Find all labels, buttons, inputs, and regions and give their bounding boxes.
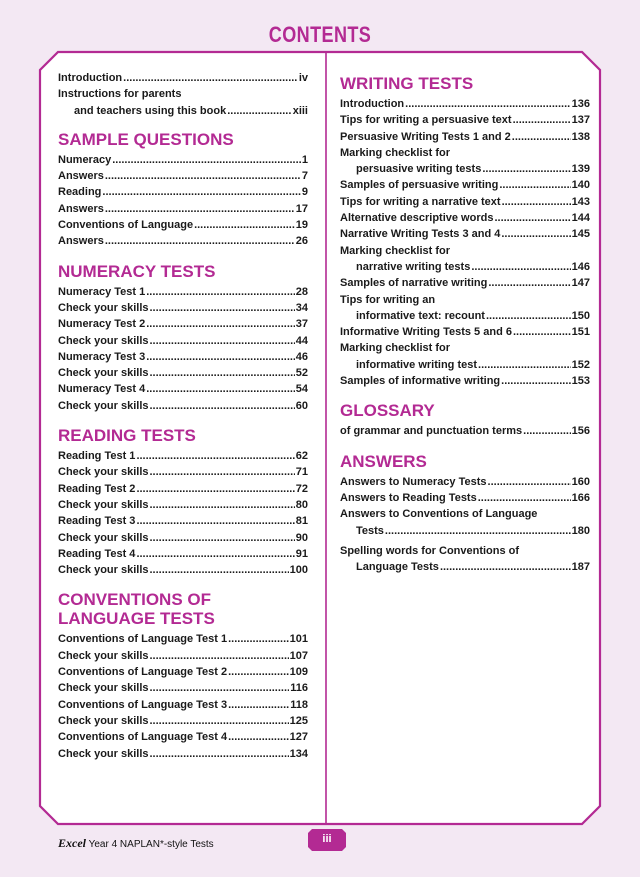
toc-entry-reading-2[interactable] [58, 464, 308, 480]
toc-label: Check your skills [58, 714, 149, 727]
toc-entry-samples-persuasive[interactable]: Samples of persuasive writing ..... 140 [340, 177, 590, 193]
toc-label: Numeracy Test 1 [58, 285, 146, 298]
toc-entry-spelling-cont[interactable]: Language Tests ..... 187 [340, 559, 590, 575]
toc-page-number: 44 [295, 334, 308, 347]
page-number: iii [322, 833, 332, 845]
toc-label: Check your skills [58, 466, 149, 479]
toc-page-number: 72 [295, 482, 308, 495]
page-number-badge [308, 829, 346, 851]
section-heading-glossary: GLOSSARY [340, 401, 435, 421]
toc-label: Check your skills [58, 564, 149, 577]
toc-entry-conventions-6[interactable] [58, 713, 308, 729]
toc-label: Check your skills [58, 399, 149, 412]
section-heading-writing: WRITING TESTS [340, 74, 474, 93]
toc-entry-reading-3[interactable] [58, 481, 308, 497]
toc-entry-introduction[interactable]: Introduction ..... iv [58, 70, 308, 86]
toc-label: Check your skills [58, 747, 149, 760]
toc-entry-sample-1[interactable] [58, 152, 308, 168]
toc-label: Conventions of Language Test 1 [58, 633, 228, 646]
toc-label: Numeracy Test 4 [58, 383, 146, 396]
toc-entry-samples-informative[interactable]: Samples of informative writing ..... 153 [340, 373, 590, 389]
toc-entry-marking-persuasive-cont[interactable]: persuasive writing tests ..... 139 [340, 161, 590, 177]
toc-entry-conventions-3[interactable] [58, 664, 308, 680]
toc-entry-numeracy-6[interactable] [58, 365, 308, 381]
toc-entry-numeracy-1[interactable] [58, 284, 308, 300]
toc-entry-numeracy-5[interactable] [58, 349, 308, 365]
toc-entry-instructions: Instructions for parents [58, 88, 182, 101]
section-heading-numeracy: NUMERACY TESTS [58, 261, 216, 281]
toc-label: Numeracy [58, 153, 112, 166]
leader-dots [146, 349, 295, 365]
toc-page-number: 81 [295, 515, 308, 528]
toc-entry-instructions-cont[interactable]: and teachers using this book ..... xiii [58, 103, 308, 119]
toc-entry-conventions-1[interactable] [58, 631, 308, 647]
toc-entry-answers-conventions: Answers to Conventions of Language [340, 508, 538, 521]
toc-entry-samples-narrative[interactable]: Samples of narrative writing ..... 147 [340, 275, 590, 291]
toc-entry-marking-persuasive: Marking checklist for [340, 146, 451, 159]
toc-label: Check your skills [58, 367, 149, 380]
toc-entry-spelling: Spelling words for Conventions of [340, 544, 520, 557]
leader-dots [105, 233, 295, 249]
toc-entry-reading-8[interactable] [58, 562, 308, 578]
leader-dots [150, 746, 289, 762]
toc-entry-sample-5[interactable] [58, 217, 308, 233]
toc-page-number: 134 [289, 747, 308, 760]
toc-entry-marking-informative: Marking checklist for [340, 342, 451, 355]
footer-title: Year 4 NAPLAN*-style Tests [88, 839, 214, 850]
toc-label: Check your skills [58, 498, 149, 511]
toc-entry-conventions-4[interactable] [58, 680, 308, 696]
right-column [340, 70, 590, 575]
leader-dots [150, 713, 289, 729]
leader-dots [146, 316, 295, 332]
toc-label: Answers [58, 170, 104, 183]
leader-dots [150, 497, 295, 513]
section-heading-answers: ANSWERS [340, 451, 427, 471]
section-heading-conventions-2: LANGUAGE TESTS [58, 609, 215, 629]
toc-page-number: 1 [301, 153, 308, 166]
toc-entry-persuasive-tests[interactable]: Persuasive Writing Tests 1 and 2 ..... 138 [340, 129, 590, 145]
toc-entry-numeracy-4[interactable] [58, 333, 308, 349]
toc-label: Check your skills [58, 334, 149, 347]
toc-entry-narrative-tests[interactable]: Narrative Writing Tests 3 and 4 ..... 145 [340, 226, 590, 242]
toc-label: Check your skills [58, 649, 149, 662]
toc-page-number: 9 [301, 186, 308, 199]
leader-dots [105, 168, 301, 184]
toc-entry-sample-4[interactable] [58, 201, 308, 217]
toc-entry-marking-narrative: Marking checklist for [340, 244, 451, 257]
toc-label: Answers [58, 202, 104, 215]
toc-entry-sample-3[interactable] [58, 184, 308, 200]
toc-entry-reading-7[interactable] [58, 546, 308, 562]
leader-dots [102, 184, 300, 200]
leader-dots [150, 562, 289, 578]
toc-page-number: 17 [295, 202, 308, 215]
toc-page-number: 62 [295, 450, 308, 463]
toc-label: Conventions of Language Test 4 [58, 731, 228, 744]
toc-page-number: 60 [295, 399, 308, 412]
numeracy-list [58, 284, 308, 414]
toc-entry-answers-conventions-cont[interactable]: Tests ..... 180 [340, 523, 590, 539]
toc-page-number: 34 [295, 301, 308, 314]
section-heading-conventions-1: CONVENTIONS OF [58, 590, 212, 610]
toc-entry-tips-informative-cont[interactable]: informative text: recount ..... 150 [340, 308, 590, 324]
toc-entry-conventions-2[interactable] [58, 648, 308, 664]
toc-page-number: 71 [295, 466, 308, 479]
leader-dots [136, 513, 294, 529]
leader-dots [105, 201, 295, 217]
toc-page-number: 127 [289, 731, 308, 744]
page-title: CONTENTS [268, 22, 372, 47]
toc-page-number: 26 [295, 235, 308, 248]
leader-dots [228, 697, 289, 713]
leader-dots [150, 333, 295, 349]
toc-entry-marking-informative-cont[interactable]: informative writing test ..... 152 [340, 357, 590, 373]
footer [58, 836, 214, 851]
reading-list [58, 448, 308, 578]
leader-dots [150, 680, 290, 696]
toc-entry-numeracy-3[interactable] [58, 316, 308, 332]
toc-label: Check your skills [58, 301, 149, 314]
toc-label: Numeracy Test 2 [58, 318, 146, 331]
sample-list [58, 152, 308, 250]
toc-entry-numeracy-8[interactable] [58, 398, 308, 414]
toc-label: Reading Test 1 [58, 450, 136, 463]
toc-entry-conventions-7[interactable] [58, 729, 308, 745]
toc-entry-answers-numeracy[interactable]: Answers to Numeracy Tests ..... 160 [340, 474, 590, 490]
leader-dots [136, 448, 294, 464]
toc-entry-reading-6[interactable] [58, 530, 308, 546]
leader-dots [136, 481, 294, 497]
toc-page-number: 118 [290, 698, 308, 711]
toc-page-number: 91 [295, 547, 308, 560]
toc-label: Check your skills [58, 682, 149, 695]
toc-page-number: 54 [295, 383, 308, 396]
leader-dots [228, 631, 289, 647]
toc-entry-sample-6[interactable] [58, 233, 308, 249]
toc-entry-reading-1[interactable] [58, 448, 308, 464]
toc-page-number: 37 [295, 318, 308, 331]
toc-entry-conventions-5[interactable] [58, 697, 308, 713]
toc-page-number: 19 [295, 219, 308, 232]
toc-label: Reading Test 3 [58, 515, 136, 528]
section-heading-sample: SAMPLE QUESTIONS [58, 129, 234, 149]
toc-page-number: 116 [290, 682, 308, 695]
toc-entry-informative-tests[interactable]: Informative Writing Tests 5 and 6 ..... 151 [340, 324, 590, 340]
toc-entry-marking-narrative-cont[interactable]: narrative writing tests ..... 146 [340, 259, 590, 275]
toc-label: Numeracy Test 3 [58, 350, 146, 363]
leader-dots [136, 546, 294, 562]
leader-dots [150, 648, 289, 664]
section-heading-reading: READING TESTS [58, 426, 196, 446]
toc-entry-tips-persuasive[interactable]: Tips for writing a persuasive text ..... 137 [340, 112, 590, 128]
toc-label: Conventions of Language Test 2 [58, 666, 228, 679]
footer-brand: Excel [58, 836, 86, 850]
toc-entry-glossary[interactable]: of grammar and punctuation terms ..... 156 [340, 423, 590, 439]
toc-page-number: 109 [289, 666, 308, 679]
leader-dots [150, 464, 295, 480]
leader-dots [150, 398, 295, 414]
leader-dots [228, 729, 289, 745]
toc-label: Conventions of Language [58, 219, 194, 232]
toc-entry-tips-informative: Tips for writing an [340, 293, 436, 306]
toc-label: Reading Test 2 [58, 482, 136, 495]
conventions-list [58, 631, 308, 761]
toc-entry-conventions-8[interactable] [58, 746, 308, 762]
toc-page-number: 90 [295, 531, 308, 544]
toc-page-number: 125 [289, 714, 308, 727]
leader-dots [146, 381, 295, 397]
leader-dots [112, 152, 301, 168]
leader-dots [146, 284, 295, 300]
toc-page-number: 46 [295, 350, 308, 363]
toc-entry-alt-descriptive[interactable]: Alternative descriptive words ..... 144 [340, 210, 590, 226]
toc-page-number: 7 [301, 170, 308, 183]
toc-page-number: 107 [289, 649, 308, 662]
toc-page-number: 100 [289, 564, 308, 577]
leader-dots [194, 217, 295, 233]
toc-entry-writing-intro[interactable]: Introduction ..... 136 [340, 96, 590, 112]
toc-label: Reading [58, 186, 102, 199]
toc-page-number: 101 [289, 633, 308, 646]
toc-page-number: 80 [295, 498, 308, 511]
toc-entry-sample-2[interactable] [58, 168, 308, 184]
leader-dots [150, 530, 295, 546]
toc-entry-reading-4[interactable] [58, 497, 308, 513]
toc-entry-tips-narrative[interactable]: Tips for writing a narrative text ..... 143 [340, 194, 590, 210]
leader-dots [150, 365, 295, 381]
toc-label: Reading Test 4 [58, 547, 136, 560]
toc-entry-numeracy-7[interactable] [58, 381, 308, 397]
toc-page-number: 28 [295, 285, 308, 298]
toc-entry-answers-reading[interactable]: Answers to Reading Tests ..... 166 [340, 490, 590, 506]
toc-label: Conventions of Language Test 3 [58, 698, 228, 711]
toc-entry-reading-5[interactable] [58, 513, 308, 529]
toc-label: Check your skills [58, 531, 149, 544]
left-column [58, 70, 308, 762]
toc-entry-numeracy-2[interactable] [58, 300, 308, 316]
leader-dots [150, 300, 295, 316]
leader-dots [228, 664, 289, 680]
toc-page-number: 52 [295, 367, 308, 380]
toc-label: Answers [58, 235, 104, 248]
